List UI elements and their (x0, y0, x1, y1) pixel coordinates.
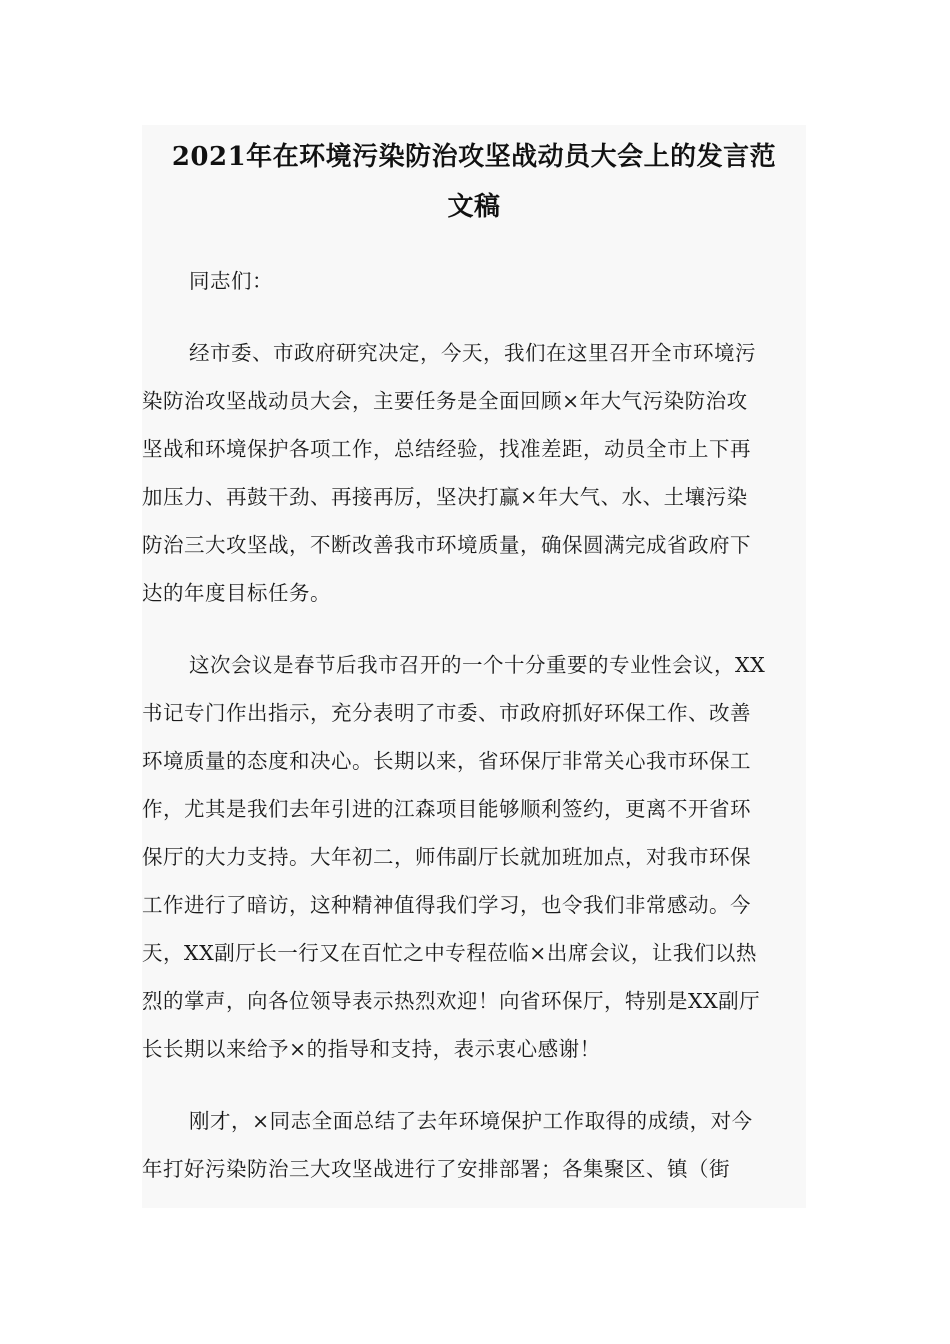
text-line: 烈的掌声，向各位领导表示热烈欢迎！向省环保厅，特别是XX副厅 (142, 989, 761, 1013)
salutation (142, 257, 806, 305)
paragraph-1 (142, 329, 806, 617)
text-line: 防治三大攻坚战，不断改善我市环境质量，确保圆满完成省政府下 (142, 533, 751, 557)
text-line: 年打好污染防治三大攻坚战进行了安排部署；各集聚区、镇（街 (142, 1157, 730, 1181)
title-line: 文稿 (447, 192, 501, 222)
text-line: 刚才，×同志全面总结了去年环境保护工作取得的成绩，对今 (189, 1109, 753, 1133)
text-line: 经市委、市政府研究决定，今天，我们在这里召开全市环境污 (189, 341, 756, 365)
title-line: 2021年在环境污染防治攻坚战动员大会上的发言范 (171, 142, 777, 172)
paragraph-3 (142, 1097, 806, 1193)
document-body (142, 257, 806, 1193)
text-line: 工作进行了暗访，这种精神值得我们学习，也令我们非常感动。今 (142, 893, 751, 917)
text-line: 这次会议是春节后我市召开的一个十分重要的专业性会议，XX (189, 653, 766, 677)
document-title (142, 125, 806, 232)
text-line: 加压力、再鼓干劲、再接再厉，坚决打赢×年大气、水、土壤污染 (142, 485, 748, 509)
text-line: 坚战和环境保护各项工作，总结经验，找准差距，动员全市上下再 (142, 437, 751, 461)
text-area (142, 125, 806, 1208)
text-line: 同志们： (189, 269, 273, 293)
paragraph-2 (142, 641, 806, 1073)
text-line: 保厅的大力支持。大年初二，师伟副厅长就加班加点，对我市环保 (142, 845, 751, 869)
text-line: 天，XX副厅长一行又在百忙之中专程莅临×出席会议，让我们以热 (142, 941, 757, 965)
text-line: 书记专门作出指示，充分表明了市委、市政府抓好环保工作、改善 (142, 701, 751, 725)
text-line: 作，尤其是我们去年引进的江森项目能够顺利签约，更离不开省环 (142, 797, 751, 821)
text-line: 染防治攻坚战动员大会，主要任务是全面回顾×年大气污染防治攻 (142, 389, 748, 413)
text-line: 长长期以来给予×的指导和支持，表示衷心感谢！ (142, 1037, 601, 1061)
text-line: 达的年度目标任务。 (142, 581, 331, 605)
text-line: 环境质量的态度和决心。长期以来，省环保厅非常关心我市环保工 (142, 749, 751, 773)
